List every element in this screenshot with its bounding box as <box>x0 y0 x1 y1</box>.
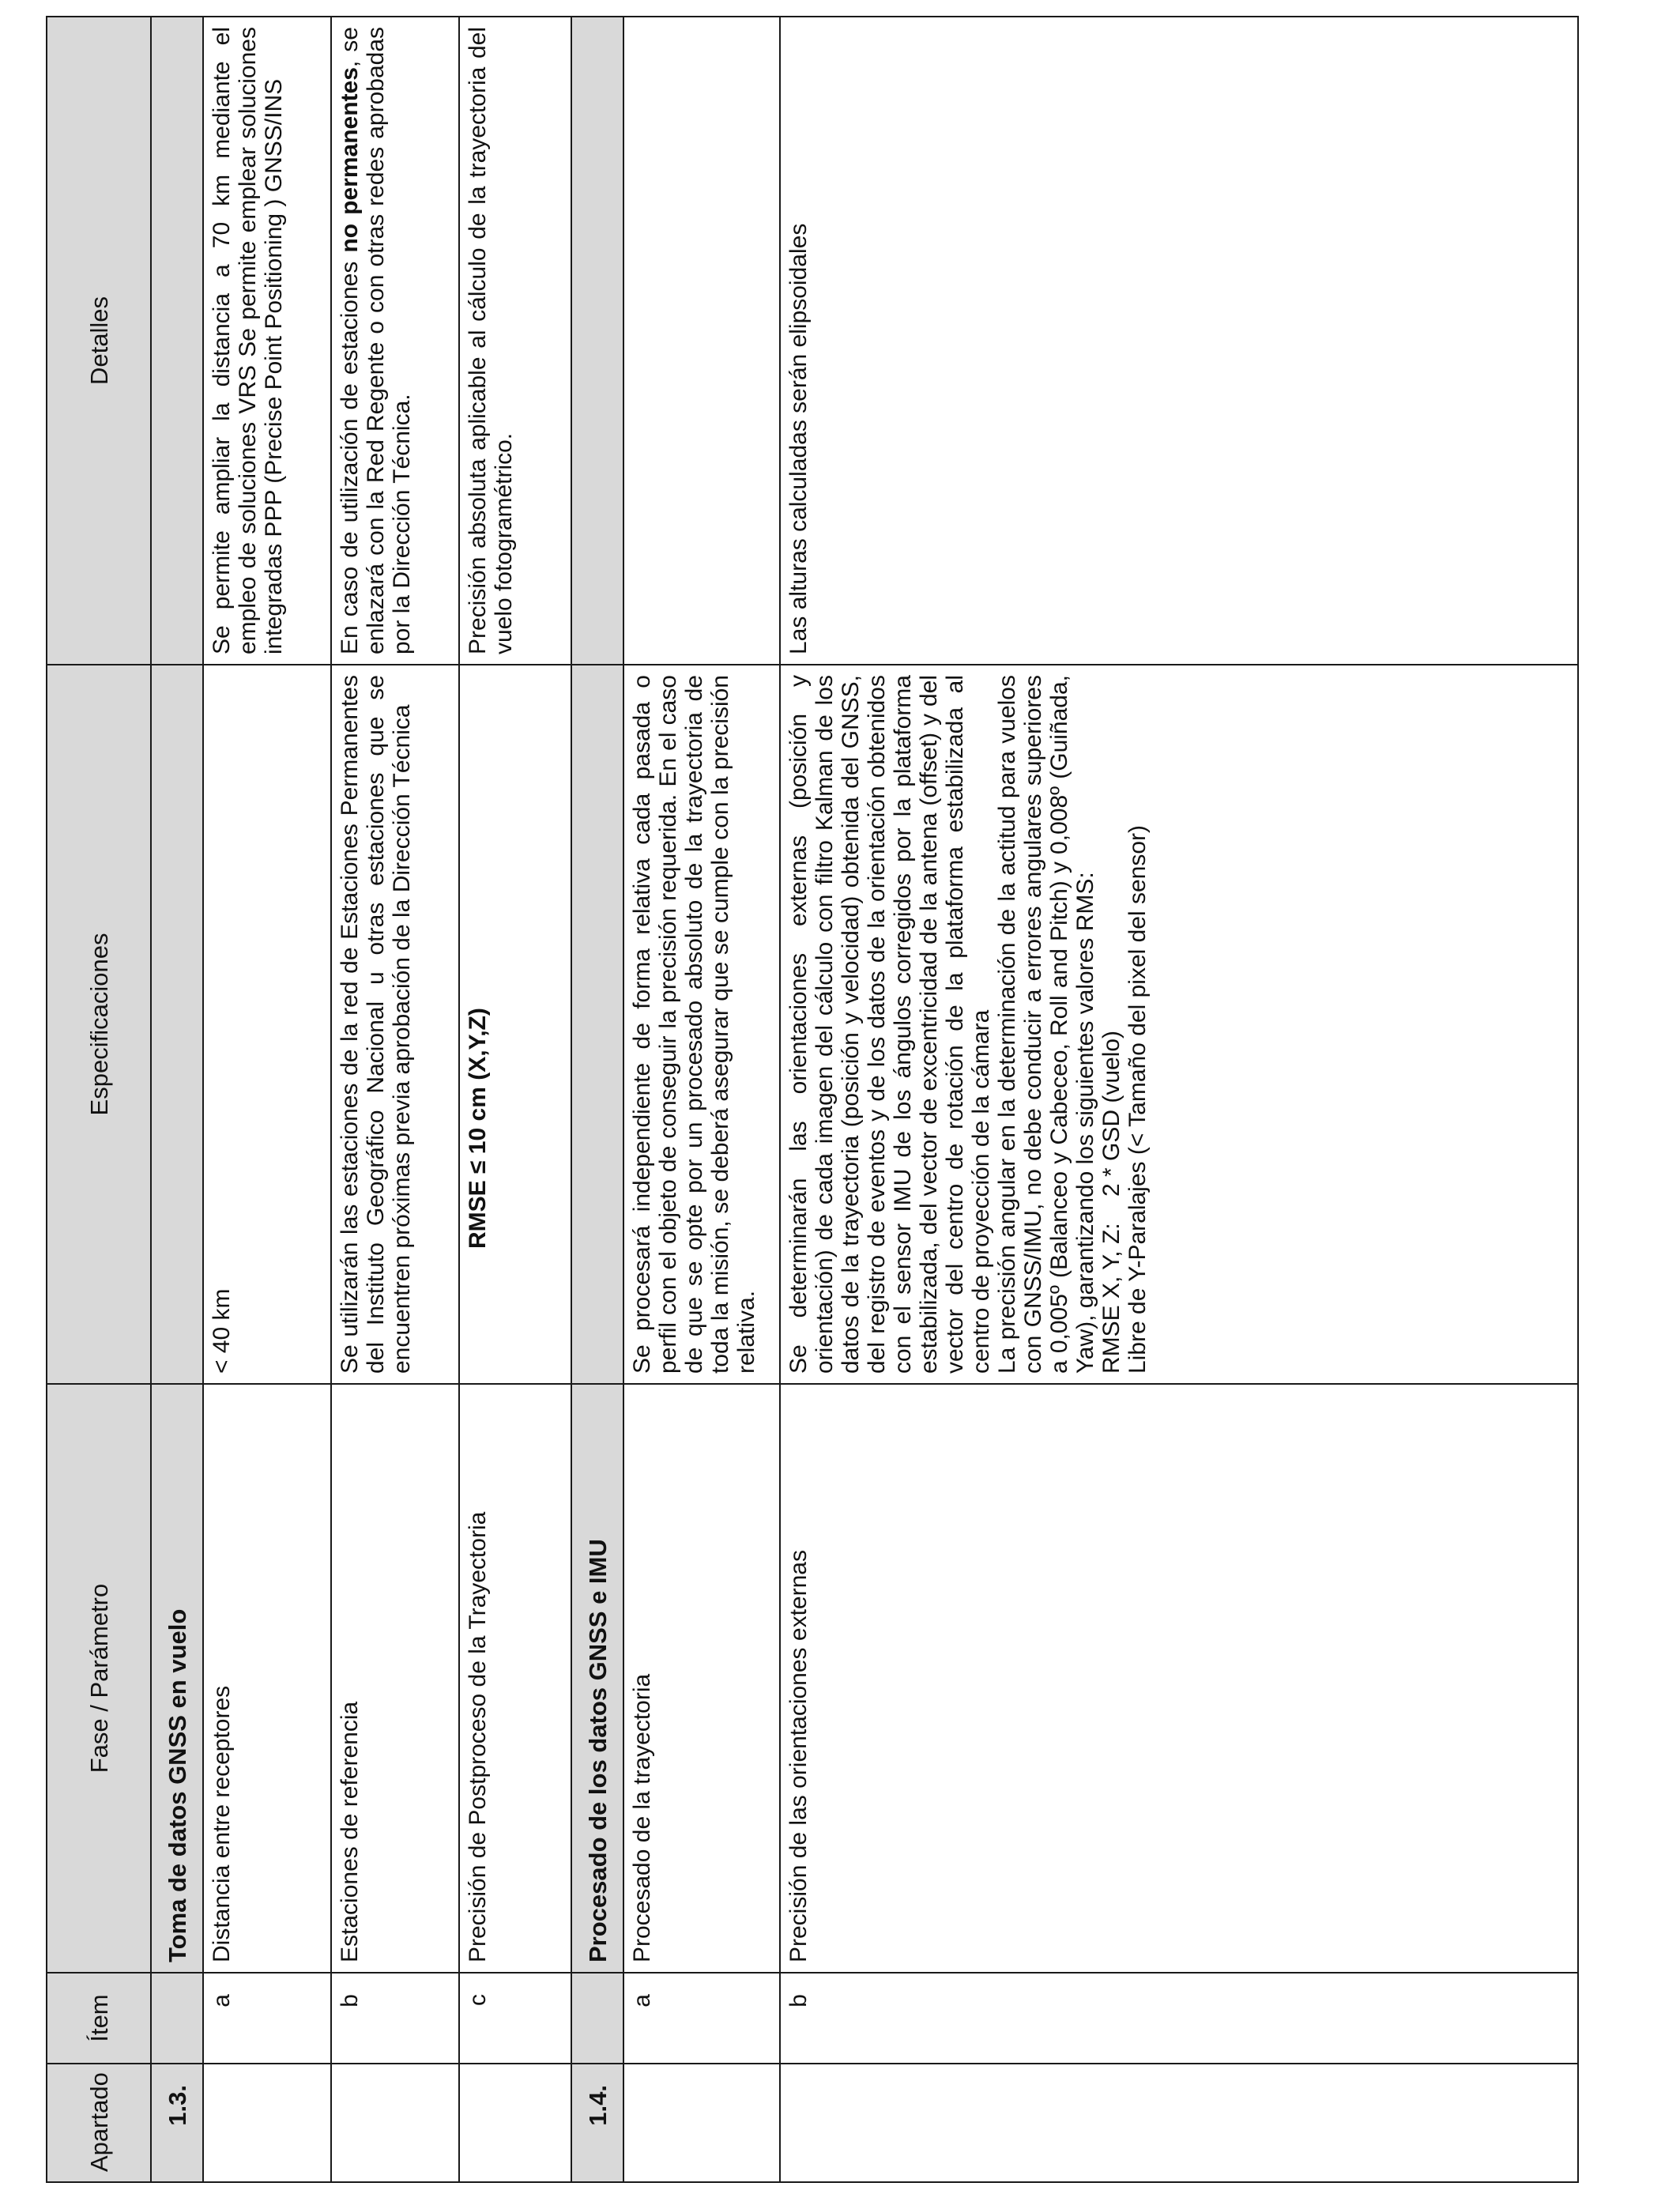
detail-bold-text: no permanentes <box>337 67 363 253</box>
fase-cell: Precisión de Postproceso de la Trayectoria <box>459 1384 571 1973</box>
detail-text: En caso de utilización de estaciones <box>337 252 363 654</box>
header-fase: Fase / Parámetro <box>47 1384 151 1973</box>
apartado-cell <box>623 2064 780 2182</box>
apartado-cell <box>203 2064 331 2182</box>
specifications-table <box>46 16 1579 2183</box>
section-det-empty <box>151 17 203 665</box>
item-letter: c <box>459 1973 571 2064</box>
section-item-empty <box>571 1973 623 2064</box>
item-letter: b <box>331 1973 459 2064</box>
spec-cell: Se procesará independiente de forma relativa cada pasada o perfil con el objeto de conseguir la precisión requerida. En el caso de que se opte por un procesado absoluto de la trayectoria de toda la misión, se deberá asegurar que se cumple con la precisión relativa. <box>623 665 780 1384</box>
spec-paragraph: Se determinarán las orientaciones externas (posición y orientación) de cada imagen del cálculo con filtro Kalman de los datos de la trayectoria (posición y velocidad) obtenida del GNSS, del registro de eventos y de los datos de la orientación obtenidos con el sensor IMU de los ángulos corregidos por la plataforma estabilizada, del vector de excentricidad de la antena (offset) y del vector del centro de rotación de la plataforma estabilizada al centro de proyección de la cámara <box>785 675 994 1374</box>
section-number: 1.4. <box>571 2064 623 2182</box>
header-apartado: Apartado <box>47 2064 151 2182</box>
section-title: Toma de datos GNSS en vuelo <box>151 1384 203 1973</box>
header-especificaciones: Especificaciones <box>47 665 151 1384</box>
table-row <box>459 17 571 2182</box>
spec-cell: Se utilizarán las estaciones de la red de Estaciones Permanentes del Instituto Geográfico Nacional u otras estaciones que se encuentren próximas previa aprobación de la Dirección Técnica <box>331 665 459 1384</box>
detail-cell: Se permite ampliar la distancia a 70 km mediante el empleo de soluciones VRS Se permite emplear soluciones integradas PPP (Precise Point Positioning ) GNSS/INS <box>203 17 331 665</box>
header-row <box>47 17 151 2182</box>
spec-rmse-line: RMSE X, Y, Z: 2 * GSD (vuelo) <box>1098 1030 1124 1374</box>
detail-text: , se enlazará con la Red Regente o con otras redes aprobadas por la Dirección Técnica. <box>337 27 415 654</box>
item-letter: a <box>623 1973 780 2064</box>
table-row <box>780 17 1578 2182</box>
fase-cell: Precisión de las orientaciones externas <box>780 1384 1578 1973</box>
detail-cell <box>331 17 459 665</box>
table-row <box>623 17 780 2182</box>
spec-cell: < 40 km <box>203 665 331 1384</box>
header-detalles: Detalles <box>47 17 151 665</box>
table-row <box>203 17 331 2182</box>
detail-cell: Las alturas calculadas serán elipsoidales <box>780 17 1578 665</box>
detail-cell <box>623 17 780 665</box>
apartado-cell <box>780 2064 1578 2182</box>
section-item-empty <box>151 1973 203 2064</box>
section-row-1-4 <box>571 17 623 2182</box>
item-letter: a <box>203 1973 331 2064</box>
header-item: Ítem <box>47 1973 151 2064</box>
spec-paralaje-line: Libre de Y-Paralajes (< Tamaño del pixel del sensor) <box>1124 824 1151 1374</box>
section-spec-empty <box>571 665 623 1384</box>
spec-cell: RMSE ≤ 10 cm (X,Y,Z) <box>459 665 571 1384</box>
section-det-empty <box>571 17 623 665</box>
rotated-page <box>46 17 1579 2183</box>
section-row-1-3 <box>151 17 203 2182</box>
detail-cell: Precisión absoluta aplicable al cálculo de la trayectoria del vuelo fotogramétrico. <box>459 17 571 665</box>
table-row <box>331 17 459 2182</box>
spec-cell <box>780 665 1578 1384</box>
item-letter: b <box>780 1973 1578 2064</box>
fase-cell: Procesado de la trayectoria <box>623 1384 780 1973</box>
fase-cell: Distancia entre receptores <box>203 1384 331 1973</box>
section-number: 1.3. <box>151 2064 203 2182</box>
section-spec-empty <box>151 665 203 1384</box>
section-title: Procesado de los datos GNSS e IMU <box>571 1384 623 1973</box>
apartado-cell <box>459 2064 571 2182</box>
fase-cell: Estaciones de referencia <box>331 1384 459 1973</box>
spec-paragraph: La precisión angular en la determinación de la actitud para vuelos con GNSS/IMU, no debe conducir a errores angulares superiores a 0,005º (Balanceo y Cabeceo, Roll and Pitch) y 0,008º (Guiñada, Yaw), garantizando los siguientes valores RMS: <box>994 675 1098 1374</box>
apartado-cell <box>331 2064 459 2182</box>
